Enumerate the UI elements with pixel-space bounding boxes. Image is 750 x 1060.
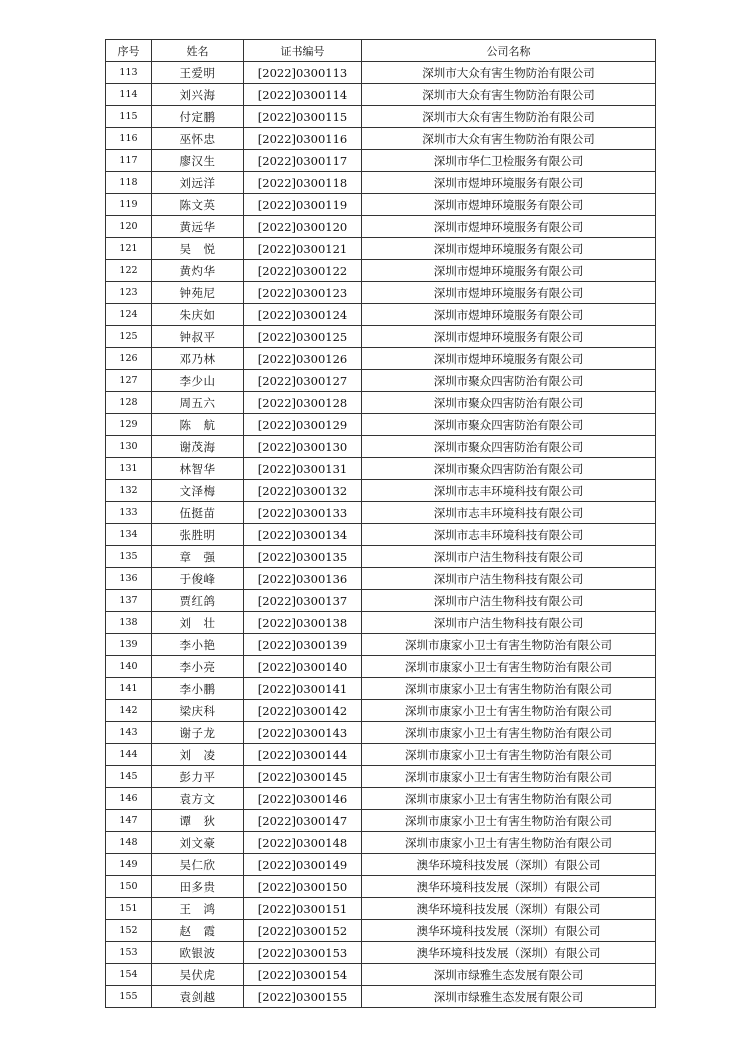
cell-serial-no: 149 xyxy=(106,854,152,876)
cell-serial-no: 140 xyxy=(106,656,152,678)
cell-serial-no: 113 xyxy=(106,62,152,84)
cell-name: 刘 凌 xyxy=(152,744,244,766)
cell-company-name: 深圳市志丰环境科技有限公司 xyxy=(362,502,656,524)
cell-name: 文泽梅 xyxy=(152,480,244,502)
cell-name: 伍挺苗 xyxy=(152,502,244,524)
table-row xyxy=(106,128,656,150)
header-name: 姓名 xyxy=(152,40,244,62)
cell-name: 黄远华 xyxy=(152,216,244,238)
table-row xyxy=(106,986,656,1008)
cell-name: 王 鸿 xyxy=(152,898,244,920)
cell-certificate-no: [2022]0300138 xyxy=(244,612,362,634)
cell-certificate-no: [2022]0300113 xyxy=(244,62,362,84)
cell-serial-no: 120 xyxy=(106,216,152,238)
cell-serial-no: 147 xyxy=(106,810,152,832)
cell-serial-no: 127 xyxy=(106,370,152,392)
cell-serial-no: 117 xyxy=(106,150,152,172)
cell-company-name: 深圳市煜坤环境服务有限公司 xyxy=(362,304,656,326)
cell-name: 刘 壮 xyxy=(152,612,244,634)
cell-serial-no: 142 xyxy=(106,700,152,722)
cell-company-name: 深圳市大众有害生物防治有限公司 xyxy=(362,128,656,150)
cell-name: 陈 航 xyxy=(152,414,244,436)
cell-serial-no: 124 xyxy=(106,304,152,326)
cell-serial-no: 136 xyxy=(106,568,152,590)
cell-serial-no: 122 xyxy=(106,260,152,282)
cell-serial-no: 155 xyxy=(106,986,152,1008)
cell-company-name: 深圳市煜坤环境服务有限公司 xyxy=(362,172,656,194)
cell-name: 邓乃林 xyxy=(152,348,244,370)
header-serial-no: 序号 xyxy=(106,40,152,62)
cell-company-name: 深圳市康家小卫士有害生物防治有限公司 xyxy=(362,700,656,722)
certificate-table xyxy=(105,39,656,1008)
cell-serial-no: 145 xyxy=(106,766,152,788)
cell-serial-no: 153 xyxy=(106,942,152,964)
cell-certificate-no: [2022]0300127 xyxy=(244,370,362,392)
cell-serial-no: 130 xyxy=(106,436,152,458)
cell-company-name: 深圳市绿雅生态发展有限公司 xyxy=(362,986,656,1008)
cell-name: 吴仁欣 xyxy=(152,854,244,876)
cell-certificate-no: [2022]0300124 xyxy=(244,304,362,326)
cell-company-name: 澳华环境科技发展（深圳）有限公司 xyxy=(362,876,656,898)
cell-company-name: 深圳市康家小卫士有害生物防治有限公司 xyxy=(362,656,656,678)
cell-name: 陈文英 xyxy=(152,194,244,216)
cell-company-name: 深圳市户洁生物科技有限公司 xyxy=(362,568,656,590)
table-row xyxy=(106,590,656,612)
cell-name: 钟苑尼 xyxy=(152,282,244,304)
cell-certificate-no: [2022]0300149 xyxy=(244,854,362,876)
cell-serial-no: 123 xyxy=(106,282,152,304)
cell-company-name: 深圳市户洁生物科技有限公司 xyxy=(362,546,656,568)
cell-certificate-no: [2022]0300143 xyxy=(244,722,362,744)
cell-serial-no: 154 xyxy=(106,964,152,986)
table-header-row xyxy=(106,40,656,62)
cell-company-name: 澳华环境科技发展（深圳）有限公司 xyxy=(362,920,656,942)
cell-company-name: 深圳市户洁生物科技有限公司 xyxy=(362,590,656,612)
cell-serial-no: 129 xyxy=(106,414,152,436)
cell-serial-no: 118 xyxy=(106,172,152,194)
cell-certificate-no: [2022]0300125 xyxy=(244,326,362,348)
cell-name: 廖汉生 xyxy=(152,150,244,172)
table-row xyxy=(106,722,656,744)
cell-company-name: 深圳市聚众四害防治有限公司 xyxy=(362,458,656,480)
cell-company-name: 深圳市康家小卫士有害生物防治有限公司 xyxy=(362,678,656,700)
table-row xyxy=(106,634,656,656)
cell-company-name: 深圳市康家小卫士有害生物防治有限公司 xyxy=(362,722,656,744)
cell-name: 赵 霞 xyxy=(152,920,244,942)
cell-company-name: 深圳市煜坤环境服务有限公司 xyxy=(362,282,656,304)
table-row xyxy=(106,194,656,216)
cell-name: 朱庆如 xyxy=(152,304,244,326)
cell-company-name: 深圳市康家小卫士有害生物防治有限公司 xyxy=(362,744,656,766)
cell-certificate-no: [2022]0300153 xyxy=(244,942,362,964)
cell-serial-no: 151 xyxy=(106,898,152,920)
cell-serial-no: 121 xyxy=(106,238,152,260)
table-row xyxy=(106,106,656,128)
table-row xyxy=(106,62,656,84)
cell-certificate-no: [2022]0300135 xyxy=(244,546,362,568)
cell-company-name: 深圳市煜坤环境服务有限公司 xyxy=(362,348,656,370)
cell-company-name: 深圳市煜坤环境服务有限公司 xyxy=(362,238,656,260)
cell-company-name: 深圳市康家小卫士有害生物防治有限公司 xyxy=(362,766,656,788)
cell-company-name: 深圳市聚众四害防治有限公司 xyxy=(362,436,656,458)
header-certificate-no: 证书编号 xyxy=(244,40,362,62)
cell-name: 黄灼华 xyxy=(152,260,244,282)
cell-serial-no: 150 xyxy=(106,876,152,898)
cell-company-name: 深圳市康家小卫士有害生物防治有限公司 xyxy=(362,810,656,832)
table-row xyxy=(106,854,656,876)
cell-certificate-no: [2022]0300154 xyxy=(244,964,362,986)
table-row xyxy=(106,656,656,678)
table-row xyxy=(106,700,656,722)
cell-serial-no: 152 xyxy=(106,920,152,942)
cell-certificate-no: [2022]0300119 xyxy=(244,194,362,216)
cell-name: 梁庆科 xyxy=(152,700,244,722)
cell-serial-no: 144 xyxy=(106,744,152,766)
cell-serial-no: 148 xyxy=(106,832,152,854)
cell-serial-no: 128 xyxy=(106,392,152,414)
cell-serial-no: 132 xyxy=(106,480,152,502)
cell-serial-no: 135 xyxy=(106,546,152,568)
cell-certificate-no: [2022]0300131 xyxy=(244,458,362,480)
cell-company-name: 深圳市华仁卫检服务有限公司 xyxy=(362,150,656,172)
cell-name: 李小亮 xyxy=(152,656,244,678)
cell-company-name: 深圳市煜坤环境服务有限公司 xyxy=(362,194,656,216)
cell-company-name: 深圳市志丰环境科技有限公司 xyxy=(362,480,656,502)
header-company-name: 公司名称 xyxy=(362,40,656,62)
cell-name: 巫怀忠 xyxy=(152,128,244,150)
cell-company-name: 深圳市聚众四害防治有限公司 xyxy=(362,370,656,392)
table-row xyxy=(106,744,656,766)
cell-company-name: 深圳市绿雅生态发展有限公司 xyxy=(362,964,656,986)
cell-company-name: 深圳市康家小卫士有害生物防治有限公司 xyxy=(362,634,656,656)
table-row xyxy=(106,832,656,854)
cell-company-name: 深圳市志丰环境科技有限公司 xyxy=(362,524,656,546)
cell-company-name: 深圳市康家小卫士有害生物防治有限公司 xyxy=(362,788,656,810)
cell-certificate-no: [2022]0300152 xyxy=(244,920,362,942)
cell-name: 刘远洋 xyxy=(152,172,244,194)
cell-certificate-no: [2022]0300140 xyxy=(244,656,362,678)
cell-serial-no: 125 xyxy=(106,326,152,348)
cell-name: 贾红鸽 xyxy=(152,590,244,612)
cell-company-name: 深圳市聚众四害防治有限公司 xyxy=(362,414,656,436)
cell-name: 袁方文 xyxy=(152,788,244,810)
cell-serial-no: 133 xyxy=(106,502,152,524)
table-row xyxy=(106,612,656,634)
cell-company-name: 深圳市聚众四害防治有限公司 xyxy=(362,392,656,414)
table-row xyxy=(106,84,656,106)
cell-serial-no: 146 xyxy=(106,788,152,810)
cell-certificate-no: [2022]0300151 xyxy=(244,898,362,920)
cell-certificate-no: [2022]0300116 xyxy=(244,128,362,150)
cell-name: 钟叔平 xyxy=(152,326,244,348)
cell-certificate-no: [2022]0300132 xyxy=(244,480,362,502)
table-row xyxy=(106,238,656,260)
cell-certificate-no: [2022]0300126 xyxy=(244,348,362,370)
table-row xyxy=(106,370,656,392)
cell-certificate-no: [2022]0300114 xyxy=(244,84,362,106)
cell-name: 刘兴海 xyxy=(152,84,244,106)
cell-certificate-no: [2022]0300146 xyxy=(244,788,362,810)
cell-certificate-no: [2022]0300121 xyxy=(244,238,362,260)
cell-certificate-no: [2022]0300139 xyxy=(244,634,362,656)
cell-certificate-no: [2022]0300150 xyxy=(244,876,362,898)
table-row xyxy=(106,524,656,546)
cell-name: 李小鹏 xyxy=(152,678,244,700)
cell-certificate-no: [2022]0300155 xyxy=(244,986,362,1008)
cell-name: 吴 悦 xyxy=(152,238,244,260)
cell-name: 谢子龙 xyxy=(152,722,244,744)
table-row xyxy=(106,546,656,568)
cell-name: 袁剑越 xyxy=(152,986,244,1008)
cell-name: 周五六 xyxy=(152,392,244,414)
cell-name: 李少山 xyxy=(152,370,244,392)
table-row xyxy=(106,216,656,238)
cell-certificate-no: [2022]0300145 xyxy=(244,766,362,788)
table-row xyxy=(106,920,656,942)
cell-certificate-no: [2022]0300141 xyxy=(244,678,362,700)
cell-certificate-no: [2022]0300148 xyxy=(244,832,362,854)
cell-company-name: 深圳市煜坤环境服务有限公司 xyxy=(362,326,656,348)
table-row xyxy=(106,502,656,524)
cell-company-name: 深圳市煜坤环境服务有限公司 xyxy=(362,260,656,282)
cell-name: 欧银波 xyxy=(152,942,244,964)
table-row xyxy=(106,964,656,986)
cell-certificate-no: [2022]0300142 xyxy=(244,700,362,722)
cell-name: 刘文豪 xyxy=(152,832,244,854)
cell-serial-no: 141 xyxy=(106,678,152,700)
cell-certificate-no: [2022]0300118 xyxy=(244,172,362,194)
table-row xyxy=(106,282,656,304)
cell-serial-no: 131 xyxy=(106,458,152,480)
cell-certificate-no: [2022]0300123 xyxy=(244,282,362,304)
table-row xyxy=(106,876,656,898)
cell-serial-no: 114 xyxy=(106,84,152,106)
cell-serial-no: 115 xyxy=(106,106,152,128)
cell-name: 谢茂海 xyxy=(152,436,244,458)
cell-name: 章 强 xyxy=(152,546,244,568)
table-row xyxy=(106,942,656,964)
cell-certificate-no: [2022]0300117 xyxy=(244,150,362,172)
cell-name: 付定鹏 xyxy=(152,106,244,128)
table-row xyxy=(106,766,656,788)
table-row xyxy=(106,810,656,832)
table-row xyxy=(106,458,656,480)
cell-certificate-no: [2022]0300136 xyxy=(244,568,362,590)
table-row xyxy=(106,568,656,590)
cell-certificate-no: [2022]0300130 xyxy=(244,436,362,458)
cell-company-name: 深圳市康家小卫士有害生物防治有限公司 xyxy=(362,832,656,854)
cell-company-name: 深圳市煜坤环境服务有限公司 xyxy=(362,216,656,238)
table-row xyxy=(106,480,656,502)
cell-serial-no: 119 xyxy=(106,194,152,216)
cell-certificate-no: [2022]0300133 xyxy=(244,502,362,524)
cell-name: 田多贵 xyxy=(152,876,244,898)
table-body xyxy=(106,62,656,1008)
cell-name: 王爱明 xyxy=(152,62,244,84)
cell-serial-no: 116 xyxy=(106,128,152,150)
cell-company-name: 深圳市大众有害生物防治有限公司 xyxy=(362,106,656,128)
cell-company-name: 深圳市大众有害生物防治有限公司 xyxy=(362,62,656,84)
table-row xyxy=(106,898,656,920)
table-row xyxy=(106,348,656,370)
cell-serial-no: 138 xyxy=(106,612,152,634)
cell-name: 吴伏虎 xyxy=(152,964,244,986)
table-row xyxy=(106,326,656,348)
cell-certificate-no: [2022]0300129 xyxy=(244,414,362,436)
cell-certificate-no: [2022]0300147 xyxy=(244,810,362,832)
cell-certificate-no: [2022]0300115 xyxy=(244,106,362,128)
cell-certificate-no: [2022]0300134 xyxy=(244,524,362,546)
table-row xyxy=(106,304,656,326)
cell-serial-no: 134 xyxy=(106,524,152,546)
cell-company-name: 澳华环境科技发展（深圳）有限公司 xyxy=(362,854,656,876)
cell-name: 李小艳 xyxy=(152,634,244,656)
table-row xyxy=(106,678,656,700)
cell-certificate-no: [2022]0300137 xyxy=(244,590,362,612)
table-row xyxy=(106,788,656,810)
cell-name: 谭 狄 xyxy=(152,810,244,832)
cell-name: 张胜明 xyxy=(152,524,244,546)
cell-company-name: 深圳市大众有害生物防治有限公司 xyxy=(362,84,656,106)
table-row xyxy=(106,150,656,172)
cell-serial-no: 126 xyxy=(106,348,152,370)
cell-certificate-no: [2022]0300144 xyxy=(244,744,362,766)
cell-name: 于俊峰 xyxy=(152,568,244,590)
cell-certificate-no: [2022]0300120 xyxy=(244,216,362,238)
cell-certificate-no: [2022]0300122 xyxy=(244,260,362,282)
table-row xyxy=(106,414,656,436)
cell-serial-no: 137 xyxy=(106,590,152,612)
table-row xyxy=(106,260,656,282)
cell-company-name: 澳华环境科技发展（深圳）有限公司 xyxy=(362,898,656,920)
cell-serial-no: 139 xyxy=(106,634,152,656)
cell-company-name: 澳华环境科技发展（深圳）有限公司 xyxy=(362,942,656,964)
cell-serial-no: 143 xyxy=(106,722,152,744)
cell-company-name: 深圳市户洁生物科技有限公司 xyxy=(362,612,656,634)
cell-name: 林智华 xyxy=(152,458,244,480)
table-row xyxy=(106,392,656,414)
table-row xyxy=(106,436,656,458)
cell-certificate-no: [2022]0300128 xyxy=(244,392,362,414)
table-row xyxy=(106,172,656,194)
cell-name: 彭力平 xyxy=(152,766,244,788)
